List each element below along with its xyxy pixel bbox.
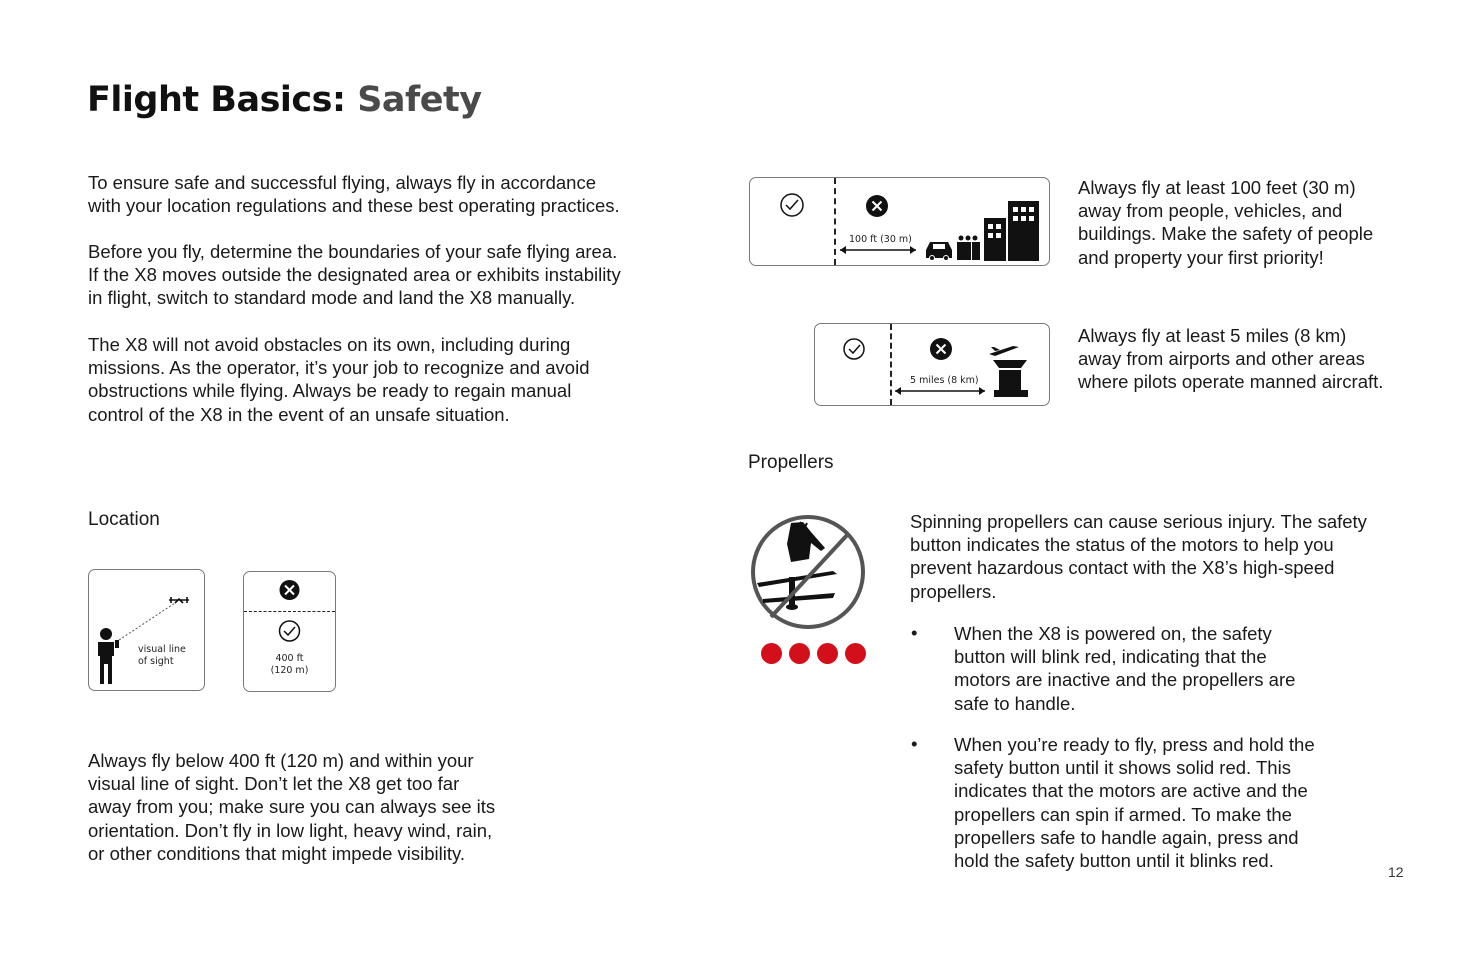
page-number: 12 [1388, 864, 1404, 880]
distance-arrow [895, 387, 985, 395]
prohibited-icon [930, 338, 952, 360]
indicator-dot [789, 643, 810, 664]
allowed-check-icon [280, 621, 300, 641]
altitude-limit-diagram [243, 571, 336, 692]
propellers-bullet-1: When the X8 is powered on, the safety button will blink red, indicating that the motors are inactive and the propellers are safe to handle. [954, 623, 1296, 714]
intro-paragraph-2: Before you fly, determine the boundaries of your safe flying area. If the X8 moves outside the designated area or exhibits instability in flight, switch to standard mode and land the X8 manually. [88, 241, 621, 309]
page-title [87, 80, 482, 120]
title-accent: Safety [357, 80, 482, 120]
indicator-dot [761, 643, 782, 664]
intro-paragraph-1: To ensure safe and successful flying, always fly in accordance with your location regulations and these best operating practices. [88, 172, 620, 217]
indicator-dot [817, 643, 838, 664]
no-touch-propeller-icon [749, 513, 867, 631]
buildings-icon [984, 201, 1039, 261]
airport-distance-paragraph: Always fly at least 5 miles (8 km) away from airports and other areas where pilots operate manned aircraft. [1078, 325, 1384, 393]
people-distance-diagram [749, 177, 1050, 266]
intro-paragraph-3: The X8 will not avoid obstacles on its own, including during missions. As the operator, it’s your job to recognize and avoid obstructions while flying. Always be ready to regain manual control of the X8 in the event of an unsafe situation. [88, 334, 590, 425]
pilot-with-drone-icon [89, 570, 206, 692]
people-distance-paragraph: Always fly at least 100 feet (30 m) away from people, vehicles, and buildings. Make the safety of people and property your first priority! [1078, 177, 1374, 268]
airport-distance-label: 5 miles (8 km) [910, 375, 979, 386]
line-of-sight-label: visual line of sight [138, 644, 186, 667]
propellers-heading: Propellers [748, 452, 834, 473]
prohibited-icon [866, 195, 888, 217]
car-icon [926, 242, 952, 261]
people-group-icon [957, 236, 980, 261]
airport-distance-diagram [814, 323, 1050, 406]
altitude-limit-label: 400 ft (120 m) [270, 653, 309, 676]
propellers-intro-paragraph: Spinning propellers can cause serious injury. The safety button indicates the status of the motors to help you prevent hazardous contact with the X8’s high-speed propellers. [910, 511, 1367, 602]
location-paragraph: Always fly below 400 ft (120 m) and within your visual line of sight. Don’t let the X8 get too far away from you; make sure you can always see its orientation. Don’t fly in low light, heavy wind, rain, or other conditions that might impede visibility. [88, 750, 496, 864]
airport-tower-icon [989, 346, 1028, 397]
indicator-dot [845, 643, 866, 664]
bullet-marker: • [911, 622, 918, 643]
bullet-marker: • [911, 733, 918, 754]
safety-button-indicator [761, 643, 866, 664]
propellers-bullet-2: When you’re ready to fly, press and hold the safety button until it shows solid red. This indicates that the motors are active and the propellers can spin if armed. To make the propellers safe to handle again, press and hold the safety button until it blinks red. [954, 734, 1315, 872]
prohibited-icon [280, 580, 300, 600]
people-distance-label: 100 ft (30 m) [849, 234, 912, 245]
title-main: Flight Basics: [87, 80, 346, 120]
distance-arrow [840, 246, 916, 254]
line-of-sight-diagram [88, 569, 205, 691]
allowed-check-icon [781, 194, 803, 216]
location-heading: Location [88, 509, 160, 530]
allowed-check-icon [844, 339, 864, 359]
